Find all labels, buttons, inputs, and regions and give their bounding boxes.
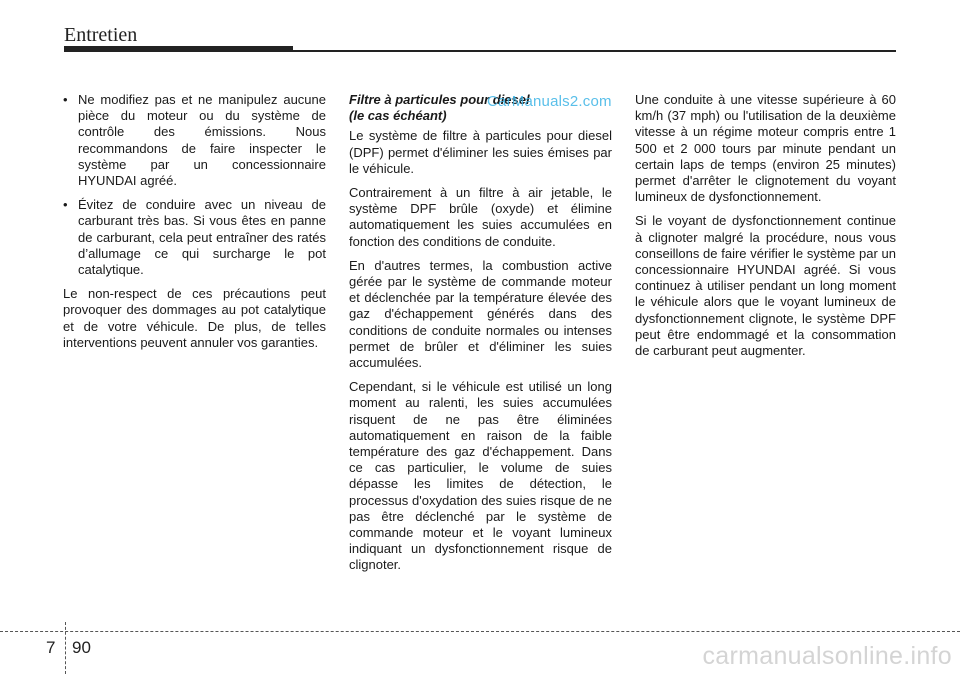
header-rule-thin	[293, 50, 896, 52]
warning-paragraph: Le non-respect de ces précautions peut provoquer des dommages au pot catalytique et de votre véhicule. De plus, de telles interventions peuvent annuler vos garanties.	[63, 286, 326, 350]
dpf-heading-line1: Filtre à particules pour diesel	[349, 92, 530, 107]
footer-divider	[65, 622, 66, 674]
header-rule-thick	[64, 46, 293, 52]
bullet-item	[63, 197, 326, 278]
body-paragraph: Si le voyant de dysfonctionnement continue à clignoter malgré la procédure, nous vous conseillons de faire vérifier le système par un concessionnaire HYUNDAI agréé. Si vous continuez à utiliser pendant un long moment le véhicule alors que le voyant lumineux de dysfonctionnement clignote, le système DPF peut être endommagé et la consommation de carburant peut augmenter.	[635, 213, 896, 359]
body-paragraph: Le système de filtre à particules pour diesel (DPF) permet d'éliminer les suies émises par le véhicule.	[349, 128, 612, 176]
column-right	[635, 92, 896, 367]
body-paragraph: En d'autres termes, la combustion active gérée par le système de commande moteur et déclenchée par la température élevée des gaz d'échappement générés dans des conditions de conduite normales ou intenses permet de brûler et d'éliminer les suies accumulées.	[349, 257, 612, 371]
bullet-item	[63, 92, 326, 189]
chapter-number: 7	[46, 638, 56, 657]
bullet-symbol: •	[63, 92, 68, 107]
column-left	[63, 92, 326, 359]
footer-rule	[0, 631, 960, 632]
page-number: 90	[72, 638, 91, 657]
body-paragraph: Contrairement à un filtre à air jetable, le système DPF brûle (oxyde) et élimine automatiquement les suies accumulées en fonction des conditions de conduite.	[349, 185, 612, 249]
bullet-symbol: •	[63, 197, 68, 213]
body-paragraph: Une conduite à une vitesse supérieure à 60 km/h (37 mph) ou l'utilisation de la deuxième vitesse à un régime moteur compris entre 1 500 et 2 000 tours par minute pendant un certain laps de temps (environ 25 minutes) permet d'arrêter le clignotement du voyant lumineux de dysfonctionnement.	[635, 92, 896, 205]
bullet-text: Ne modifiez pas et ne manipulez aucune pièce du moteur ou du système de contrôle des émissions. Nous recommandons de faire inspecter le système par un concessionnaire HYUNDAI agréé.	[78, 92, 326, 189]
watermark-top: CarManuals2.com	[487, 93, 612, 110]
body-paragraph: Cependant, si le véhicule est utilisé un long moment au ralenti, les suies accumulées risquent de ne pas être éliminées automatiquement en raison de la faible température des gaz d'échappement. Dans ce cas particulier, le volume de suies dépasse les limites de détection, le processus d'oxydation des suies risque de ne pas être déclenché par le système de commande moteur et le voyant lumineux indiquant un dysfonctionnement risque de clignoter.	[349, 379, 612, 573]
dpf-heading-line2: (le cas échéant)	[349, 108, 447, 124]
column-middle	[349, 92, 612, 582]
section-title: Entretien	[64, 24, 138, 46]
watermark-bottom: carmanualsonline.info	[702, 642, 952, 670]
bullet-text: Évitez de conduire avec un niveau de carburant très bas. Si vous êtes en panne de carburant, cela peut entraîner des ratés d’allumage ce qui surcharge le pot catalytique.	[78, 197, 326, 278]
